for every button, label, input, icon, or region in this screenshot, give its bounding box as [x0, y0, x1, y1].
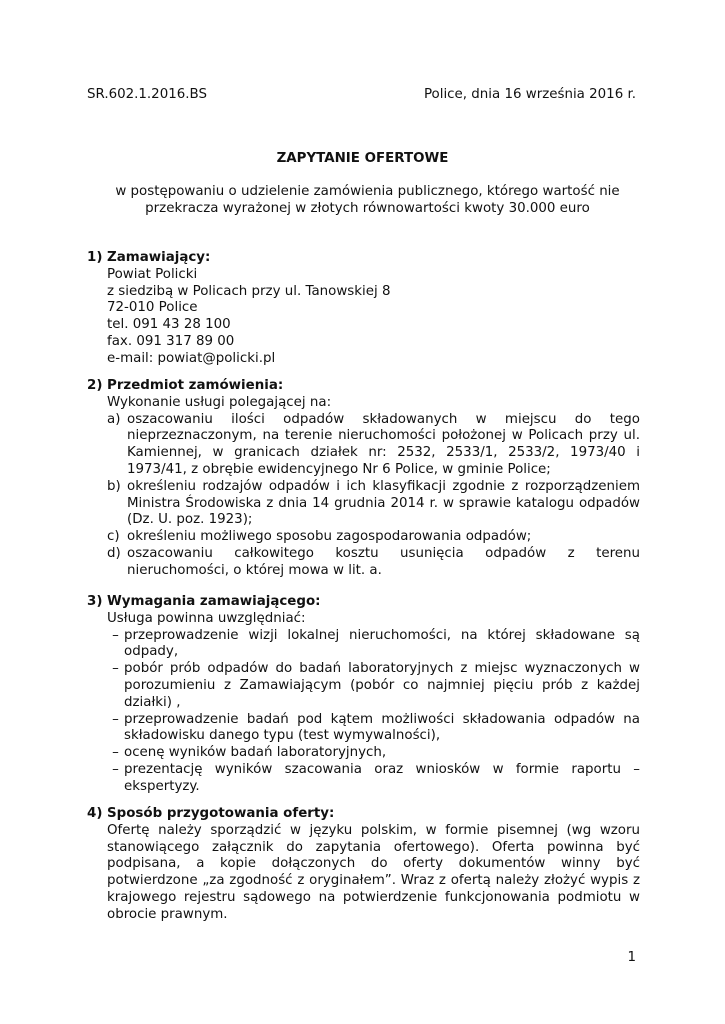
contact-line: fax. 091 317 89 00 — [107, 333, 235, 349]
list-marker: b) — [107, 478, 121, 494]
list-item-text: oszacowaniu całkowitego kosztu usunięcia odpadów z terenu nieruchomości, o której mowa w lit. a. — [127, 545, 640, 578]
list-item-text: prezentację wyników szacowania oraz wniosków w formie raportu – ekspertyzy. — [124, 761, 640, 794]
section-number: 1) — [87, 250, 103, 265]
list-item-text: ocenę wyników badań laboratoryjnych, — [124, 745, 387, 761]
section-intro: Wykonanie usługi polegającej na: — [107, 394, 332, 410]
section-number: 4) — [87, 806, 103, 821]
contact-line: 72-010 Police — [107, 300, 198, 316]
section-offer-preparation — [87, 806, 640, 924]
contact-line: z siedzibą w Policach przy ul. Tanowskiej 8 — [107, 283, 391, 299]
list-item — [107, 661, 640, 711]
list-item-text: przeprowadzenie badań pod kątem możliwości składowania odpadów na składowisku danego typu (test wymywalności), — [124, 711, 640, 744]
section-number: 2) — [87, 378, 103, 393]
section-paragraph: Ofertę należy sporządzić w języku polskim, w formie pisemnej (wg wzoru stanowiącego załącznik do zapytania ofertowego). Oferta powinna być podpisana, a kopie dołączonych do oferty dokumentów winny być potwierdzone „za zgodność z oryginałem”. Wraz z ofertą należy złożyć wypis z krajowego rejestru sądowego na potwierdzenie funkcjonowania podmiotu w obrocie prawnym. — [107, 822, 640, 922]
contact-line: tel. 091 43 28 100 — [107, 317, 231, 333]
list-item — [107, 712, 640, 746]
page-number: 1 — [627, 950, 636, 965]
dash-bullet: – — [112, 745, 119, 761]
dash-bullet: – — [112, 761, 119, 777]
list-item-text: przeprowadzenie wizji lokalnej nieruchomości, na której składowane są odpady, — [124, 627, 640, 660]
list-item — [107, 529, 640, 546]
list-item-text: pobór prób odpadów do badań laboratoryjnych z miejsc wyznaczonych w porozumieniu z Zamawiającym (pobór co najmniej pięciu prób z każdej działki) , — [124, 661, 640, 710]
list-item — [107, 479, 640, 529]
section-ordering-party — [87, 250, 640, 368]
contact-line: e-mail: powiat@policki.pl — [107, 350, 276, 366]
section-heading: Zamawiający: — [107, 250, 211, 265]
document-subtitle: w postępowaniu o udzielenie zamówienia publicznego, którego wartość nie przekracza wyrażonej w złotych równowartości kwoty 30.000 euro — [115, 184, 620, 216]
list-item-text: określeniu rodzajów odpadów i ich klasyfikacji zgodnie z rozporządzeniem Ministra Środowiska z dnia 14 grudnia 2014 r. w sprawie katalogu odpadów (Dz. U. poz. 1923); — [127, 478, 640, 528]
list-item-text: określeniu możliwego sposobu zagospodarowania odpadów; — [127, 529, 532, 545]
place-date: Police, dnia 16 września 2016 r. — [423, 87, 636, 102]
dash-bullet: – — [112, 711, 119, 727]
document-reference: SR.602.1.2016.BS — [87, 87, 207, 102]
section-heading: Przedmiot zamówienia: — [107, 378, 284, 393]
section-heading: Wymagania zamawiającego: — [107, 594, 321, 609]
list-item — [107, 762, 640, 796]
dash-bullet: – — [112, 661, 119, 677]
list-item — [107, 745, 640, 762]
section-heading: Sposób przygotowania oferty: — [107, 806, 335, 821]
list-item — [107, 412, 640, 479]
section-number: 3) — [87, 594, 103, 609]
list-item — [107, 546, 640, 580]
section-intro: Usługa powinna uwzględniać: — [107, 610, 306, 626]
list-item-text: oszacowaniu ilości odpadów składowanych w miejscu do tego nieprzeznaczonym, na terenie nieruchomości położonej w Policach przy ul. Kamiennej, w granicach działek nr: 2532, 2533/1, 2533/2, 1973/40 i 1973/41, z obrębie ewidencyjnego Nr 6 Police, w gminie Police; — [127, 411, 640, 477]
section-subject-of-order — [87, 378, 640, 580]
dash-bullet: – — [112, 627, 119, 643]
list-marker: d) — [107, 545, 121, 561]
contact-line: Powiat Policki — [107, 266, 198, 282]
list-marker: c) — [107, 529, 120, 545]
document-title: ZAPYTANIE OFERTOWE — [276, 151, 449, 166]
list-item — [107, 628, 640, 662]
list-marker: a) — [107, 411, 121, 427]
section-requirements — [87, 594, 640, 796]
